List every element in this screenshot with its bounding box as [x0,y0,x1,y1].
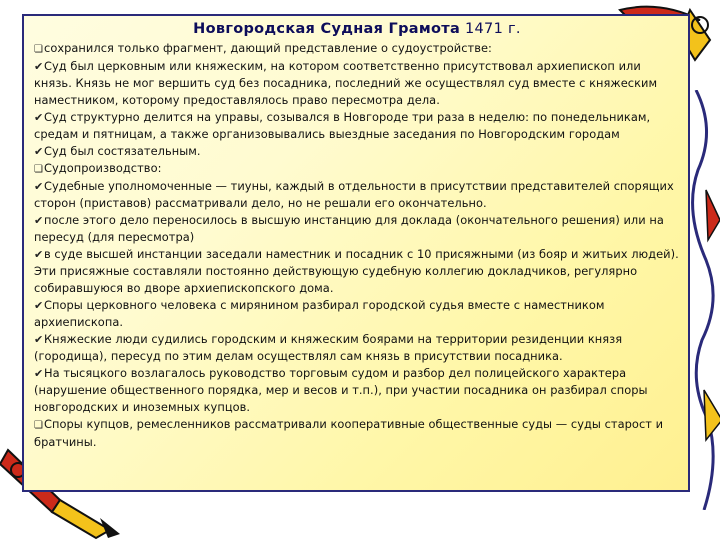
bullet-item [34,212,680,246]
bullet-text: Суд структурно делится на управы, созывался в Новгороде три раза в неделю: по понедельникам, средам и пятницам, а также организовывались выездные заседания по Новгородским городам [34,110,651,141]
bullet-item [34,143,680,160]
bullet-text: сохранился только фрагмент, дающий представление о судоустройстве: [44,41,492,55]
bullet-text: в суде высшей инстанции заседали наместник и посадник с 10 присяжными (из бояр и житьих людей). Эти присяжные составляли постоянно действующую судебную коллегию докладчиков, регулярно собиравшуюся во дворе архиепископского дома. [34,247,679,295]
bullet-text: Споры церковного человека с мирянином разбирал городской судья вместе с наместником архиепископа. [34,298,605,329]
bullet-text: Суд был состязательным. [44,144,201,158]
bullet-item [34,40,680,58]
bullet-item [34,331,680,365]
checkmark-bullet-icon: ✔ [34,367,44,380]
checkmark-bullet-icon: ✔ [34,214,44,227]
bullet-text: после этого дело переносилось в высшую инстанцию для доклада (окончательного решения) или на пересуд (для пересмотра) [34,213,664,244]
bullet-text: На тысяцкого возлагалось руководство торговым судом и разбор дел полицейского характера (нарушение общественного порядка, мер и весов и т.п.), при участии посадника он разбирал споры новгородских и иноземных купцов. [34,366,648,414]
checkmark-bullet-icon: ✔ [34,145,44,158]
bullet-item [34,58,680,109]
bullet-item [34,109,680,143]
bullet-list [34,40,680,451]
slide-title-year: 1471 г. [465,21,521,37]
bullet-text: Судебные уполномоченные — тиуны, каждый в отдельности в присутствии представителей спорящих сторон (приставов) рассматривали дело, но не решали его окончательно. [34,179,674,210]
bullet-item [34,365,680,416]
square-bullet-icon: ❏ [34,44,44,55]
checkmark-bullet-icon: ✔ [34,299,44,312]
bullet-item [34,178,680,212]
slide-title-text: Новгородская Судная Грамота [193,21,461,37]
bullet-text: Судопроизводство: [44,161,162,175]
checkmark-bullet-icon: ✔ [34,111,44,124]
bullet-text: Споры купцов, ремесленников рассматривали кооперативные общественные суды — суды старост и братчины. [34,417,664,449]
bullet-item [34,246,680,297]
bullet-item [34,416,680,451]
bullet-item [34,297,680,331]
square-bullet-icon: ❏ [34,164,44,175]
bullet-text: Княжеские люди судились городским и княжеским боярами на территории резиденции князя (городища), пересуд по этим делам осуществлял сам князь в присутствии посадника. [34,332,623,363]
decor-right-spiral-icon [686,90,720,510]
checkmark-bullet-icon: ✔ [34,60,44,73]
checkmark-bullet-icon: ✔ [34,248,44,261]
checkmark-bullet-icon: ✔ [34,333,44,346]
bullet-text: Суд был церковным или княжеским, на котором соответственно присутствовал архиепископ или князь. Князь не мог вершить суд без посадника, последний же осуществлял суд вместе с княжеским наместником, которому предоставлялось право пересмотра дела. [34,59,658,107]
slide-content-box [22,14,690,492]
checkmark-bullet-icon: ✔ [34,180,44,193]
slide-title [34,20,680,38]
bullet-item [34,160,680,178]
square-bullet-icon: ❏ [34,420,44,431]
